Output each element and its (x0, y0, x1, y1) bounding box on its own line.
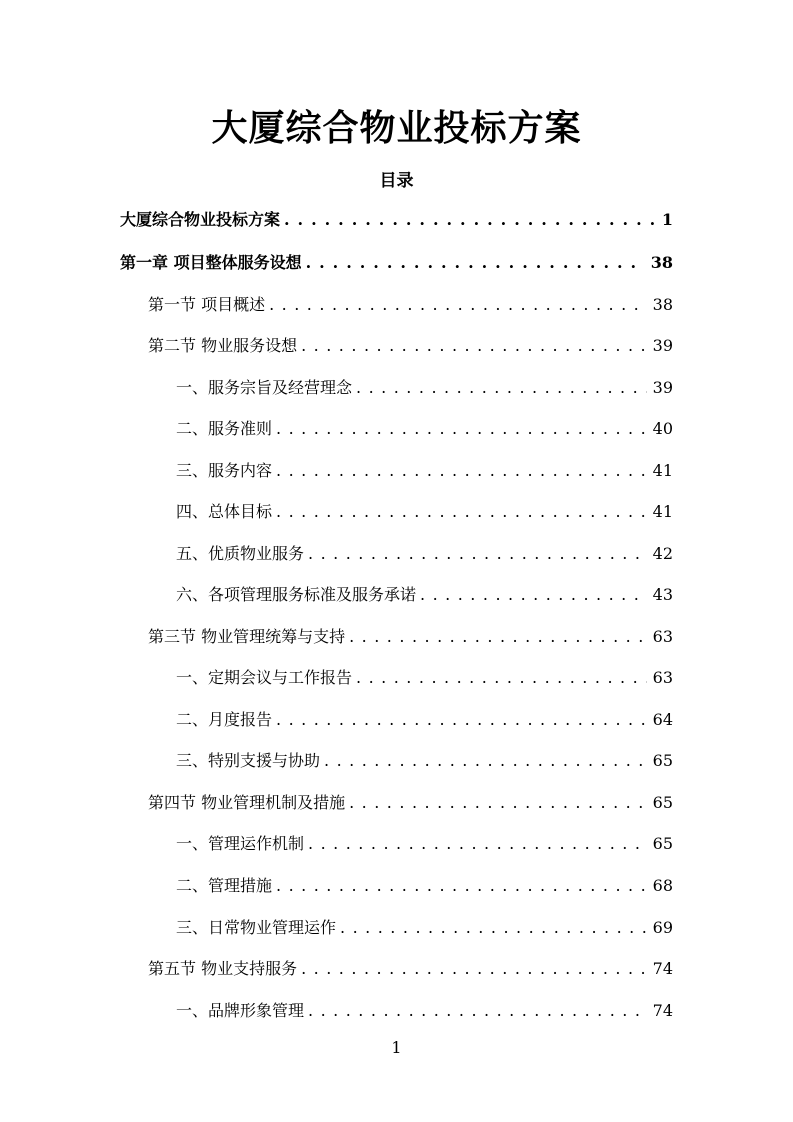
toc-entry-label: 第四节 物业管理机制及措施 (148, 793, 346, 812)
toc-leader-dots (276, 501, 647, 523)
toc-entry-page: 39 (652, 336, 673, 355)
toc-leader-dots (301, 335, 647, 357)
toc-leader-dots (284, 209, 656, 231)
toc-entry[interactable] (176, 460, 673, 482)
toc-entry-label: 五、优质物业服务 (176, 544, 305, 563)
toc-entry-label: 第五节 物业支持服务 (148, 959, 298, 978)
toc-entry-label: 第二节 物业服务设想 (148, 336, 298, 355)
toc-entry-page: 65 (652, 834, 673, 853)
toc-entry[interactable] (148, 958, 673, 980)
toc-leader-dots (276, 418, 647, 440)
toc-entry-label: 六、各项管理服务标准及服务承诺 (176, 585, 417, 604)
toc-leader-dots (420, 584, 647, 606)
toc-entry[interactable] (176, 543, 673, 565)
toc-leader-dots (308, 543, 647, 565)
toc-entry-label: 第一节 项目概述 (148, 295, 266, 314)
toc-entry-page: 69 (652, 918, 673, 937)
toc-entry-page: 40 (652, 419, 673, 438)
toc-entry-label: 二、服务准则 (176, 419, 273, 438)
toc-entry-page: 65 (652, 793, 673, 812)
toc-leader-dots (276, 875, 647, 897)
toc-entry[interactable] (120, 252, 673, 274)
toc-leader-dots (324, 750, 647, 772)
toc-leader-dots (356, 667, 647, 689)
toc-entry-label: 四、总体目标 (176, 502, 273, 521)
toc-entry-page: 74 (652, 1001, 673, 1020)
toc-entry-label: 大厦综合物业投标方案 (120, 210, 281, 229)
toc-entry-page: 63 (652, 668, 673, 687)
toc-leader-dots (276, 709, 647, 731)
toc-entry-page: 74 (652, 959, 673, 978)
toc-entry-page: 43 (652, 585, 673, 604)
toc-entry[interactable] (176, 501, 673, 523)
toc-entry[interactable] (176, 709, 673, 731)
toc-leader-dots (340, 917, 647, 939)
page-number: 1 (391, 1038, 402, 1057)
toc-entry-page: 65 (652, 751, 673, 770)
toc-leader-dots (306, 252, 645, 274)
toc-entry[interactable] (176, 377, 673, 399)
toc-entry-page: 39 (652, 378, 673, 397)
toc-leader-dots (301, 958, 647, 980)
toc-entry-label: 第一章 项目整体服务设想 (120, 253, 302, 272)
toc-leader-dots (276, 460, 647, 482)
toc-entry[interactable] (176, 418, 673, 440)
toc-entry[interactable] (148, 294, 673, 316)
toc-entry[interactable] (176, 833, 673, 855)
toc-entry-page: 41 (652, 502, 673, 521)
document-title: 大厦综合物业投标方案 (211, 107, 582, 149)
toc-entry-page: 64 (652, 710, 673, 729)
toc-leader-dots (269, 294, 647, 316)
toc-entry-page: 42 (652, 544, 673, 563)
toc-entry-label: 一、服务宗旨及经营理念 (176, 378, 353, 397)
toc-heading: 目录 (379, 171, 414, 191)
toc-entry-label: 一、品牌形象管理 (176, 1001, 305, 1020)
toc-entry-page: 68 (652, 876, 673, 895)
toc-entry[interactable] (176, 875, 673, 897)
toc-entry[interactable] (120, 209, 673, 231)
toc-leader-dots (356, 377, 647, 399)
toc-entry[interactable] (176, 750, 673, 772)
toc-entry[interactable] (148, 792, 673, 814)
toc-entry-label: 三、服务内容 (176, 461, 273, 480)
toc-entry-label: 三、特别支援与协助 (176, 751, 321, 770)
toc-entry-page: 1 (661, 210, 673, 229)
toc-entry[interactable] (176, 1000, 673, 1022)
toc-entry-page: 63 (652, 627, 673, 646)
toc-leader-dots (308, 833, 647, 855)
toc-entry-label: 一、管理运作机制 (176, 834, 305, 853)
toc-leader-dots (349, 792, 647, 814)
toc-entry[interactable] (148, 626, 673, 648)
toc-entry[interactable] (148, 335, 673, 357)
toc-entry[interactable] (176, 584, 673, 606)
toc-entry-page: 38 (652, 295, 673, 314)
toc-leader-dots (308, 1000, 647, 1022)
toc-entry-label: 第三节 物业管理统筹与支持 (148, 627, 346, 646)
toc-entry[interactable] (176, 667, 673, 689)
toc-entry-page: 41 (652, 461, 673, 480)
toc-entry[interactable] (176, 917, 673, 939)
toc-entry-label: 一、定期会议与工作报告 (176, 668, 353, 687)
toc-entry-label: 二、管理措施 (176, 876, 273, 895)
toc-entry-label: 三、日常物业管理运作 (176, 918, 337, 937)
toc-entry-label: 二、月度报告 (176, 710, 273, 729)
toc-leader-dots (349, 626, 647, 648)
toc-entry-page: 38 (650, 253, 673, 272)
